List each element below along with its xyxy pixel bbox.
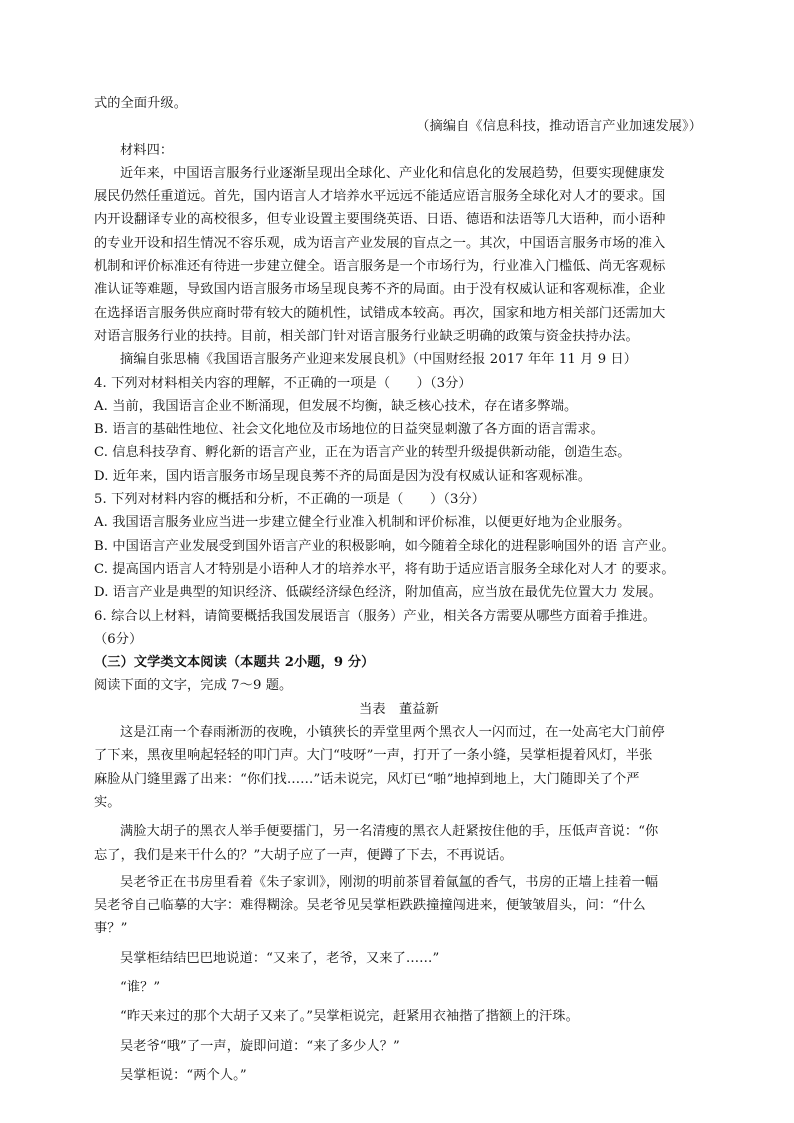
paragraph-line: 忘了，我们是来干什么的？”大胡子应了一声，便蹲了下去，不再说话。: [94, 847, 513, 863]
section-title: （三）文学类文本阅读（本题共 2小题，9 分）: [94, 655, 375, 671]
answer-option: C. 提高国内语言人才特别是小语种人才的培养水平，将有助于适应语言服务全球化对人才 的要求。: [94, 561, 675, 577]
paragraph-line: 麻脸从门缝里露了出来：“你们找……”话未说完，风灯已“啪”地掉到地上，大门随即关了个严: [94, 771, 640, 787]
dialogue-line: 吴老爷“哦”了一声，旋即问道：“来了多少人？”: [120, 1038, 400, 1054]
source-citation: 摘编自张思楠《我国语言服务产业迎来发展良机》（中国财经报 2017 年年 11 月 9 日）: [120, 352, 638, 368]
document-page: [94, 92, 704, 1087]
paragraph-line: 满脸大胡子的黑衣人举手便要擂门，另一名清瘦的黑衣人赶紧按住他的手，压低声音说：“你: [120, 824, 659, 840]
question-stem: 4. 下列对材料相关内容的理解，不正确的一项是（ ）（3分）: [94, 375, 472, 391]
paragraph-line: 准认证等难题，导致国内语言服务市场呈现良莠不齐的局面。由于没有权威认证和客观标准，企业: [94, 282, 666, 298]
paragraph-line: 吴老爷正在书房里看着《朱子家训》，刚沏的明前茶冒着氤氲的香气，书房的正墙上挂着一幅: [120, 874, 659, 890]
paragraph-line: 机制和评价标准还有待进一步建立健全。语言服务是一个市场行为，行业准入门槛低、尚无客观标: [94, 259, 666, 275]
answer-option: D. 近年来，国内语言服务市场呈现良莠不齐的局面是因为没有权威认证和客观标准。: [94, 468, 592, 484]
dialogue-line: “昨天来过的那个大胡子又来了。”吴掌柜说完，赶紧用衣袖揩了揩额上的汗珠。: [120, 1009, 579, 1025]
paragraph-line: 吴老爷自己临摹的大字：难得糊涂。吴老爷见吴掌柜跌跌撞撞闯进来，便皱皱眉头，问：“什么: [94, 898, 646, 914]
answer-option: B. 中国语言产业发展受到国外语言产业的积极影响，如今随着全球化的进程影响国外的语 言产业。: [94, 538, 675, 554]
paragraph-line: 这是江南一个春雨淅沥的夜晚，小镇狭长的弄堂里两个黑衣人一闪而过，在一处高宅大门前停: [120, 725, 665, 741]
paragraph-line: 展民仍然任重道远。首先，国内语言人才培养水平远远不能适应语言服务全球化对人才的要求。国: [94, 189, 666, 205]
dialogue-line: 吴掌柜说：“两个人。”: [120, 1067, 247, 1083]
paragraph-line: 的专业开设和招生情况不容乐观，成为语言产业发展的盲点之一。其次，中国语言服务市场的准入: [94, 235, 666, 251]
paragraph-line: 了下来，黑夜里响起轻轻的叩门声。大门“吱呀”一声，打开了一条小缝，吴掌柜提着风灯，半张: [94, 748, 653, 764]
dialogue-line: “谁？”: [120, 979, 161, 995]
paragraph-line: 对语言服务行业的扶持。目前，相关部门针对语言服务行业缺乏明确的政策与资金扶持办法。: [94, 328, 639, 344]
text-line: 式的全面升级。: [94, 96, 188, 111]
section-heading: 材料四：: [120, 142, 174, 158]
answer-option: A. 我国语言服务业应当进一步建立健全行业准入机制和评价标准，以便更好地为企业服务。: [94, 515, 631, 531]
question-stem: 6. 综合以上材料，请简要概括我国发展语言（服务）产业，相关各方需要从哪些方面着手推进。: [94, 608, 656, 624]
question-score: （6分）: [94, 631, 143, 647]
question-stem: 5. 下列对材料内容的概括和分析，不正确的一项是（ ）（3分）: [94, 492, 486, 508]
paragraph-line: 在选择语言服务供应商时带有较大的随机性，试错成本较高。再次，国家和地方相关部门还需加大: [94, 305, 666, 321]
answer-option: D. 语言产业是典型的知识经济、低碳经济绿色经济，附加值高，应当放在最优先位置大力 发展。: [94, 585, 662, 601]
source-citation: （摘编自《信息科技，推动语言产业加速发展》）: [416, 119, 702, 135]
story-title: 当表 董益新: [359, 701, 439, 717]
reading-instruction: 阅读下面的文字，完成 7～9 题。: [94, 678, 293, 694]
answer-option: A. 当前，我国语言企业不断涌现，但发展不均衡，缺乏核心技术，存在诸多弊端。: [94, 398, 578, 414]
paragraph-line: 内开设翻译专业的高校很多，但专业设置主要围绕英语、日语、德语和法语等几大语种，而小语种: [94, 212, 666, 228]
answer-option: B. 语言的基础性地位、社会文化地位及市场地位的日益突显刺激了各方面的语言需求。: [94, 422, 605, 438]
dialogue-line: 吴掌柜结结巴巴地说道：“又来了，老爷，又来了……”: [120, 950, 440, 966]
paragraph-line: 事？”: [94, 921, 128, 937]
paragraph-line: 实。: [94, 794, 121, 810]
answer-option: C. 信息科技孕育、孵化新的语言产业，正在为语言产业的转型升级提供新动能，创造生态。: [94, 445, 631, 461]
paragraph-line: 近年来，中国语言服务行业逐渐呈现出全球化、产业化和信息化的发展趋势，但要实现健康发: [120, 165, 665, 181]
